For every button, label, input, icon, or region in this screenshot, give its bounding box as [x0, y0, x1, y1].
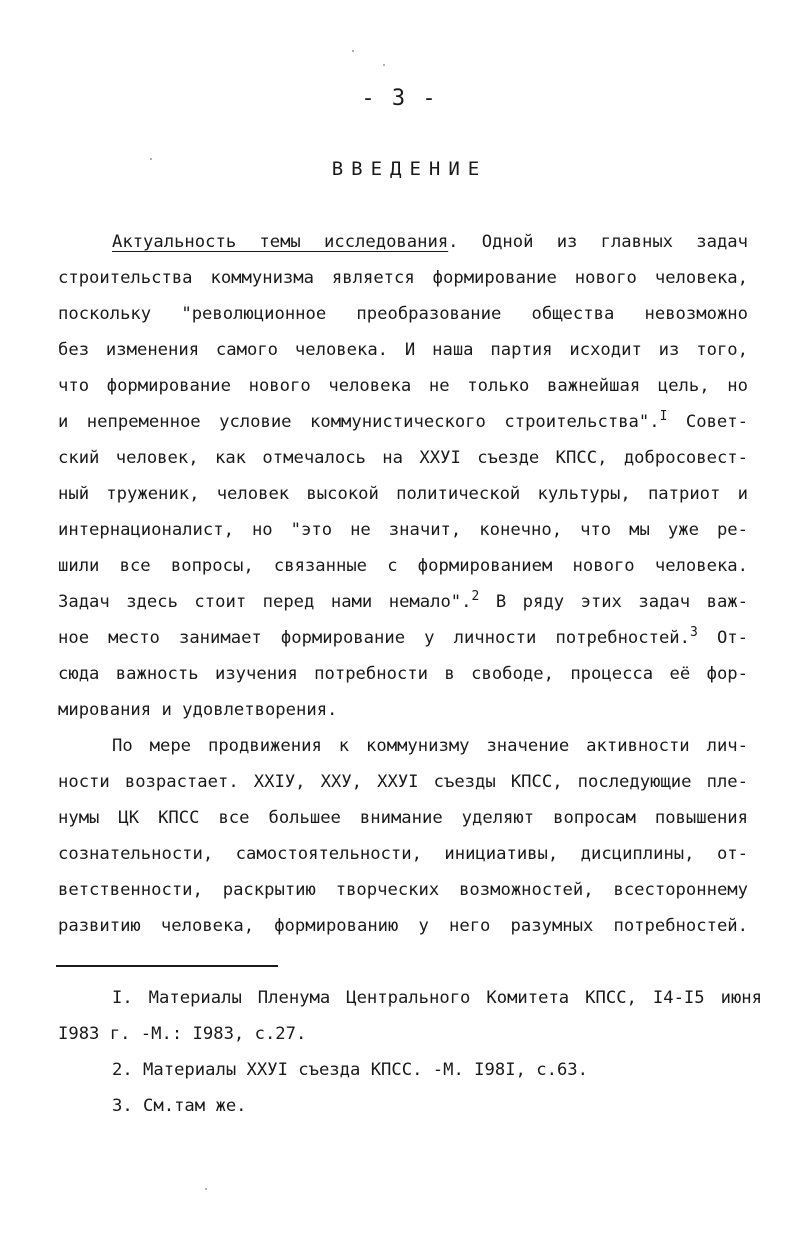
scan-speck: [383, 64, 385, 66]
paragraph-line: развитию человека, формированию у него разумных потребностей.: [58, 916, 748, 936]
paragraph-line: По мере продвижения к коммунизму значение активности лич-: [112, 736, 748, 756]
paragraph-line: шили все вопросы, связанные с формированием нового человека.: [58, 556, 748, 576]
paragraph-line: интернационалист, но "это не значит, конечно, что мы уже ре-: [58, 520, 748, 540]
paragraph-line: что формирование нового человека не только важнейшая цель, но: [58, 376, 748, 396]
paragraph-line: строительства коммунизма является формирование нового человека,: [58, 268, 748, 288]
paragraph-line: ности возрастает. XXIУ, XXУ, XXУI съезды КПСС, последующие пле-: [58, 772, 748, 792]
paragraph-line: мирования и удовлетворения.: [58, 700, 338, 720]
paragraph-line: Актуальность темы исследования. Одной из главных задач: [112, 232, 748, 252]
paragraph-line: сознательности, самостоятельности, инициативы, дисциплины, от-: [58, 844, 748, 864]
page-number: - 3 -: [361, 86, 438, 111]
paragraph-line: Задач здесь стоит перед нами немало".$^2$ В ряду этих задач важ-: [58, 589, 748, 612]
section-subtitle: Актуальность темы исследования: [112, 232, 449, 252]
paragraph-line: ный труженик, человек высокой политической культуры, патриот и: [58, 484, 748, 504]
footnote-1-continuation: I983 г. -М.: I983, с.27.: [58, 1024, 307, 1044]
footnote-2: 2. Материалы XXУI съезда КПСС. -М. I98I, с.63.: [112, 1060, 588, 1080]
footnote-ref: 3: [690, 625, 698, 640]
paragraph-line: ский человек, как отмечалось на XXУI съезде КПСС, добросовест-: [58, 448, 748, 468]
footnote-ref: 2: [471, 589, 480, 604]
paragraph-line: сюда важность изучения потребности в свободе, процесса её фор-: [58, 664, 748, 684]
scan-speck: [205, 1188, 207, 1190]
paragraph-line: поскольку "революционное преобразование общества невозможно: [58, 304, 748, 324]
paragraph-line: ветственности, раскрытию творческих возможностей, всестороннему: [58, 880, 748, 900]
footnote-3: 3. См.там же.: [112, 1096, 247, 1116]
footnote-1: I. Материалы Пленума Центрального Комитета КПСС, I4-I5 июня: [112, 988, 762, 1008]
paragraph-line: без изменения самого человека. И наша партия исходит из того,: [58, 340, 748, 360]
paragraph-line: ное место занимает формирование у личности потребностей.$^3$ От-: [58, 625, 748, 648]
scan-speck: [352, 50, 354, 52]
footnote-ref: I: [659, 409, 668, 424]
paragraph-line: и непременное условие коммунистического строительства".$^I$ Совет-: [58, 409, 748, 432]
paragraph-line: нумы ЦК КПСС все большее внимание уделяют вопросам повышения: [58, 808, 748, 828]
footnote-divider: [56, 965, 278, 967]
section-heading: ВВЕДЕНИЕ: [331, 158, 488, 180]
